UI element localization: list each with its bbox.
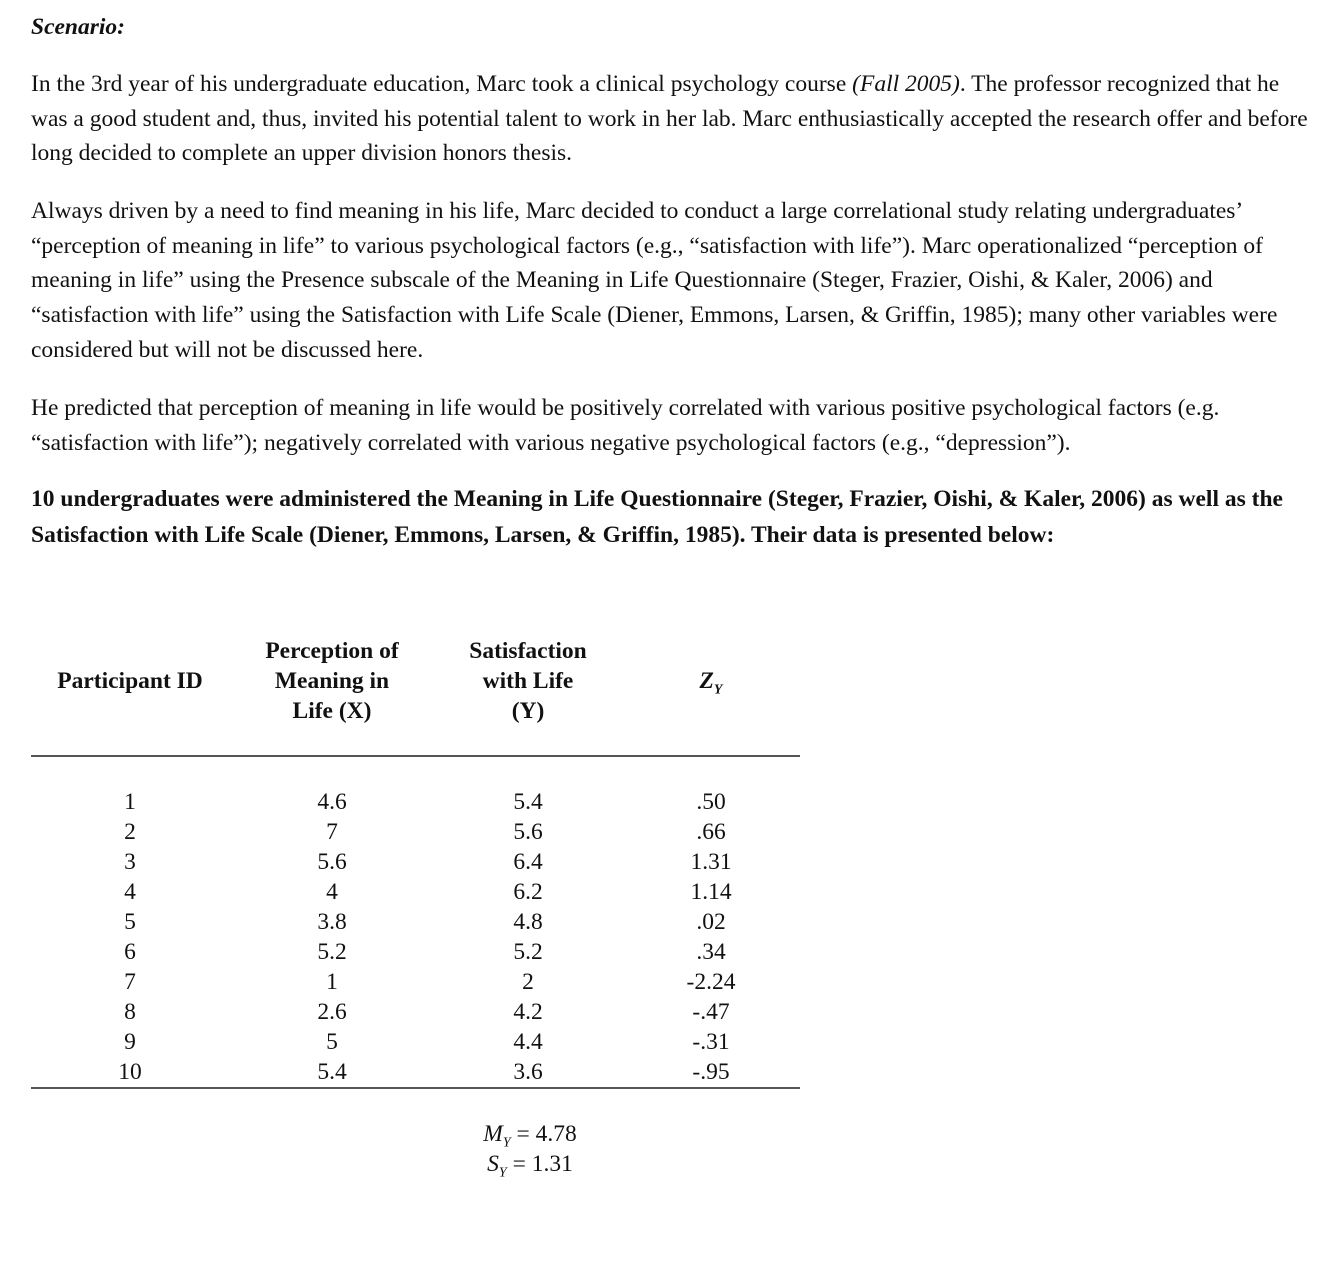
cell-z: -.47 bbox=[692, 999, 730, 1025]
sd-symbol: S bbox=[487, 1151, 499, 1177]
cell-id: 2 bbox=[124, 819, 136, 845]
cell-y: 3.6 bbox=[513, 1059, 543, 1085]
cell-id: 1 bbox=[124, 789, 136, 815]
header-meaning-line: Meaning in bbox=[274, 668, 390, 694]
course-term: (Fall 2005) bbox=[852, 71, 960, 97]
cell-id: 4 bbox=[124, 879, 136, 905]
cell-z: -2.24 bbox=[686, 969, 736, 995]
intro-text: In the 3rd year of his undergraduate education, Marc took a clinical psychology course bbox=[31, 71, 853, 97]
cell-y: 4.4 bbox=[513, 1029, 543, 1055]
header-satisfaction-line: with Life bbox=[482, 668, 574, 694]
cell-id: 3 bbox=[124, 849, 136, 875]
cell-id: 10 bbox=[118, 1059, 142, 1085]
cell-z: .02 bbox=[696, 909, 726, 935]
sd-y bbox=[430, 1149, 630, 1189]
table-bottom-rule bbox=[31, 1087, 800, 1089]
z-symbol: Z bbox=[699, 668, 714, 694]
cell-x: 2.6 bbox=[317, 999, 347, 1025]
cell-id: 7 bbox=[124, 969, 136, 995]
cell-x: 5 bbox=[326, 1029, 338, 1055]
header-participant-id: Participant ID bbox=[57, 668, 203, 694]
paragraph-study: Always driven by a need to find meaning in his life, Marc decided to conduct a large correlational study relating undergraduates’ “perception of meaning in life” to various psychological factors (e.g., “satisfaction with life”). Marc operationalized “perception of meaning in life” using the Presence subscale of the Meaning in Life Questionnaire (Steger, Frazier, Oishi, & Kaler, 2006) and “satisfaction with life” using the Satisfaction with Life Scale (Diener, Emmons, Larsen, & Griffin, 1985); many other variables were considered but will not be discussed here. bbox=[31, 198, 1278, 363]
cell-id: 5 bbox=[124, 909, 136, 935]
cell-x: 7 bbox=[326, 819, 338, 845]
cell-y: 4.2 bbox=[513, 999, 543, 1025]
paragraph-intro bbox=[31, 67, 1311, 171]
cell-z: -.95 bbox=[692, 1059, 730, 1085]
cell-z: 1.14 bbox=[690, 879, 732, 905]
paragraph-prediction: He predicted that perception of meaning in life would be positively correlated with various positive psychological factors (e.g. “satisfaction with life”); negatively correlated with various negative psychological factors (e.g., “depression”). bbox=[31, 395, 1220, 456]
intro-text-end: . The professor recognized that he was a good student and, thus, invited his potential talent to work in her lab. Marc enthusiastically accepted the research offer and before long decided to complete an upper division honors thesis. bbox=[31, 71, 1308, 167]
cell-y: 4.8 bbox=[513, 909, 543, 935]
sd-value: = 1.31 bbox=[506, 1151, 573, 1177]
mean-subscript: Y bbox=[502, 1135, 511, 1151]
header-zy bbox=[651, 666, 771, 706]
cell-x: 3.8 bbox=[317, 909, 347, 935]
header-meaning-line: Perception of bbox=[265, 638, 399, 664]
z-subscript: Y bbox=[713, 682, 723, 698]
cell-y: 5.6 bbox=[513, 819, 543, 845]
cell-id: 8 bbox=[124, 999, 136, 1025]
header-meaning-line: Life (X) bbox=[292, 698, 372, 724]
cell-y: 2 bbox=[522, 969, 534, 995]
cell-x: 1 bbox=[326, 969, 338, 995]
cell-x: 5.2 bbox=[317, 939, 347, 965]
cell-x: 4.6 bbox=[317, 789, 347, 815]
cell-z: 1.31 bbox=[690, 849, 732, 875]
cell-z: .34 bbox=[696, 939, 726, 965]
cell-z: .50 bbox=[696, 789, 726, 815]
header-meaning bbox=[232, 636, 432, 726]
cell-x: 5.6 bbox=[317, 849, 347, 875]
cell-x: 5.4 bbox=[317, 1059, 347, 1085]
cell-y: 6.4 bbox=[513, 849, 543, 875]
cell-y: 6.2 bbox=[513, 879, 543, 905]
table-top-rule bbox=[31, 755, 800, 757]
paragraph-data-intro: 10 undergraduates were administered the Meaning in Life Questionnaire (Steger, Frazier, Oishi, & Kaler, 2006) as well as the Satisfaction with Life Scale (Diener, Emmons, Larsen, & Griffin, 1985). Their data is presented below: bbox=[31, 486, 1283, 548]
cell-z: .66 bbox=[696, 819, 726, 845]
header-satisfaction-line: (Y) bbox=[511, 698, 545, 724]
sd-subscript: Y bbox=[498, 1165, 507, 1181]
cell-id: 6 bbox=[124, 939, 136, 965]
header-satisfaction-line: Satisfaction bbox=[469, 638, 587, 664]
mean-value: = 4.78 bbox=[510, 1121, 577, 1147]
cell-id: 9 bbox=[124, 1029, 136, 1055]
cell-x: 4 bbox=[326, 879, 338, 905]
mean-symbol: M bbox=[483, 1121, 503, 1147]
cell-z: -.31 bbox=[692, 1029, 730, 1055]
scenario-title: Scenario: bbox=[31, 14, 125, 40]
header-satisfaction bbox=[428, 636, 628, 726]
cell-y: 5.2 bbox=[513, 939, 543, 965]
cell-y: 5.4 bbox=[513, 789, 543, 815]
